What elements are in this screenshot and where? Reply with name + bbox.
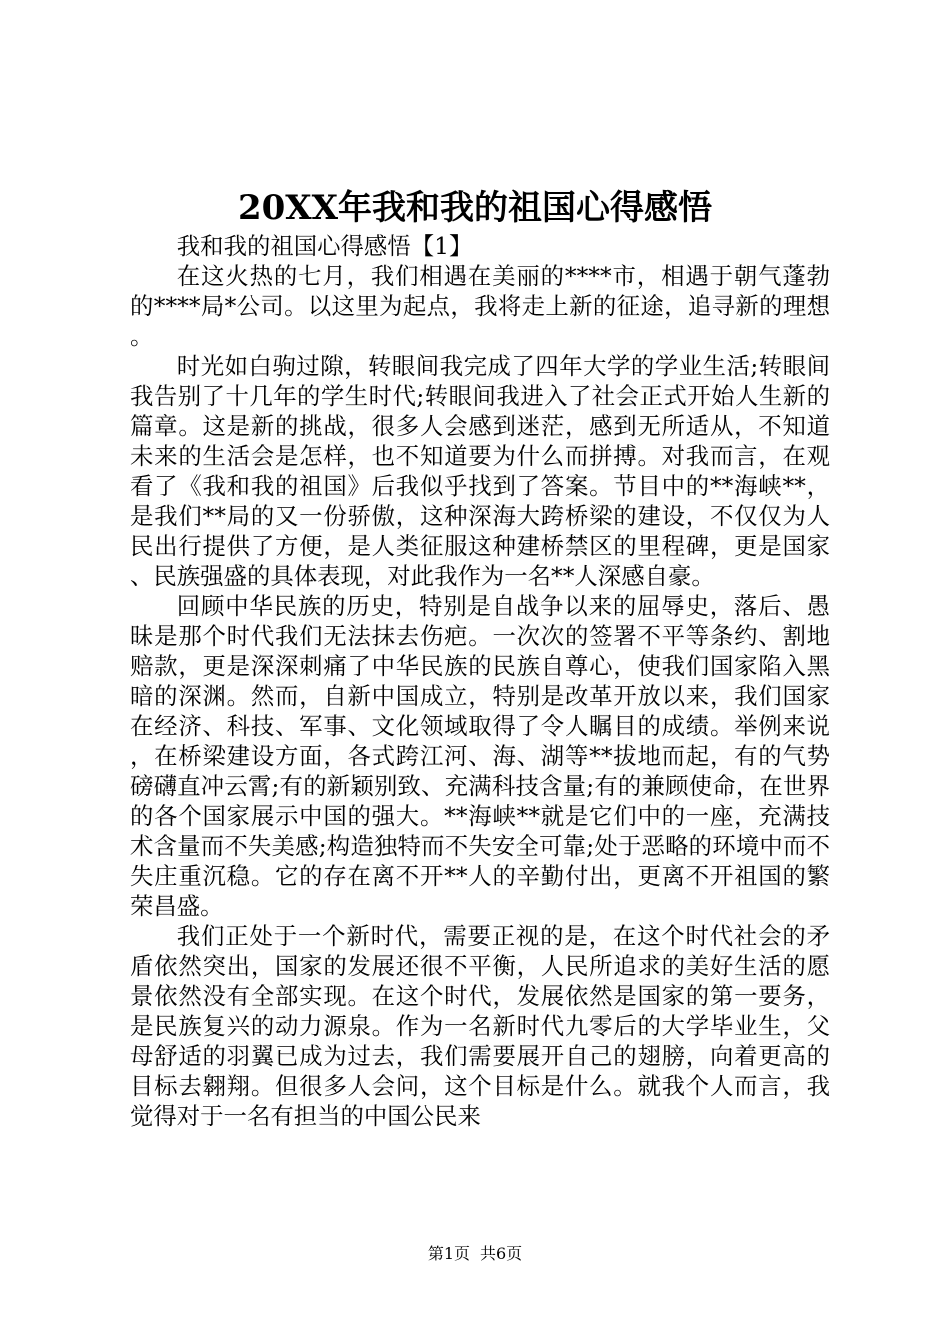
document-title: 20XX年我和我的祖国心得感悟 (237, 188, 713, 228)
paragraph-1: 在这火热的七月，我们相遇在美丽的****市，相遇于朝气蓬勃的****局*公司。以这里为起点，我将走上新的征途，追寻新的理想。 (130, 262, 830, 350)
page-total: 共6页 (480, 1244, 523, 1263)
paragraph-2: 时光如白驹过隙，转眼间我完成了四年大学的学业生活;转眼间我告别了十几年的学生时代;转眼间我进入了社会正式开始人生新的篇章。这是新的挑战，很多人会感到迷茫，感到无所适从，不知道未来的生活会是怎样，也不知道要为什么而拼搏。对我而言，在观看了《我和我的祖国》后我似乎找到了答案。节目中的**海峡**，是我们**局的又一份骄傲，这种深海大跨桥梁的建设，不仅仅为人民出行提供了方便，是人类征服这种建桥禁区的里程碑，更是国家、民族强盛的具体表现，对此我作为一名**人深感自豪。 (130, 352, 830, 590)
page-number: 第1页 (427, 1244, 470, 1263)
document-body (130, 231, 830, 1131)
paragraph-4: 我们正处于一个新时代，需要正视的是，在这个时代社会的矛盾依然突出，国家的发展还很不平衡，人民所追求的美好生活的愿景依然没有全部实现。在这个时代，发展依然是国家的第一要务，是民族复兴的动力源泉。作为一名新时代九零后的大学毕业生，父母舒适的羽翼已成为过去，我们需要展开自己的翅膀，向着更高的目标去翱翔。但很多人会问，这个目标是什么。就我个人而言，我觉得对于一名有担当的中国公民来 (130, 922, 830, 1130)
subheading: 我和我的祖国心得感悟【1】 (176, 232, 473, 260)
paragraph-3: 回顾中华民族的历史，特别是自战争以来的屈辱史，落后、愚昧是那个时代我们无法抹去伤疤。一次次的签署不平等条约、割地赔款，更是深深刺痛了中华民族的民族自尊心，使我们国家陷入黑暗的深渊。然而，自新中国成立，特别是改革开放以来，我们国家在经济、科技、军事、文化领域取得了令人瞩目的成绩。举例来说，在桥梁建设方面，各式跨江河、海、湖等**拔地而起，有的气势磅礴直冲云霄;有的新颖别致、充满科技含量;有的兼顾使命，在世界的各个国家展示中国的强大。**海峡**就是它们中的一座，充满技术含量而不失美感;构造独特而不失安全可靠;处于恶略的环境中而不失庄重沉稳。它的存在离不开**人的辛勤付出，更离不开祖国的繁荣昌盛。 (130, 592, 830, 920)
page-footer (0, 1243, 950, 1265)
